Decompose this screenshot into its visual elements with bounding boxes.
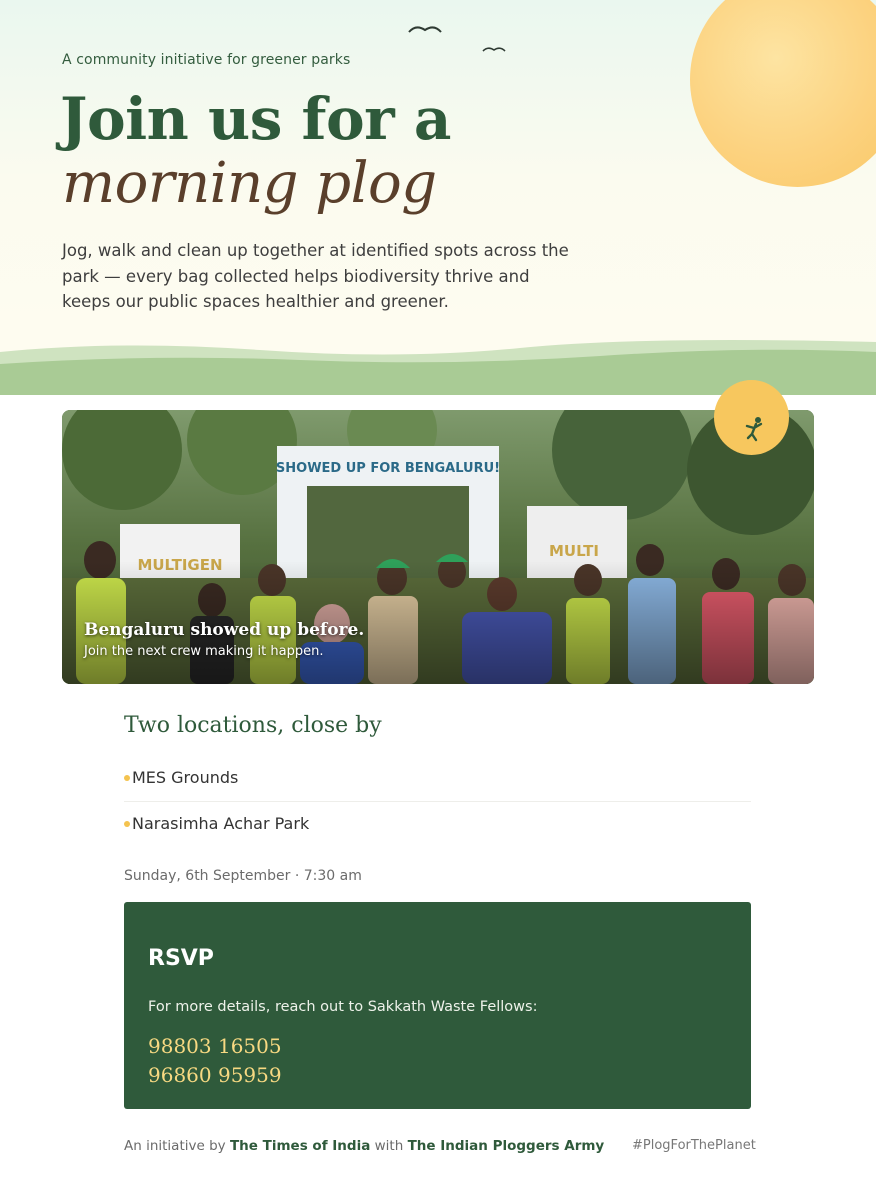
divider bbox=[124, 801, 751, 802]
photo-caption bbox=[84, 620, 364, 659]
phone-link[interactable]: 98803 16505 bbox=[148, 1034, 282, 1058]
footer-org-2: The Indian Ploggers Army bbox=[407, 1138, 605, 1154]
phone-link[interactable]: 96860 95959 bbox=[148, 1063, 282, 1087]
location-label: MES Grounds bbox=[132, 768, 239, 787]
rsvp-card bbox=[124, 902, 751, 1109]
footer-with: with bbox=[374, 1138, 404, 1154]
headline-line-1: Join us for a bbox=[60, 85, 452, 153]
rsvp-title: RSVP bbox=[148, 946, 214, 971]
photo-caption-sub: Join the next crew making it happen. bbox=[84, 644, 324, 659]
bullet-dot-icon bbox=[124, 821, 130, 827]
location-label: Narasimha Achar Park bbox=[132, 814, 310, 833]
bird-icon bbox=[407, 22, 443, 34]
location-item bbox=[124, 814, 751, 833]
event-datetime: Sunday, 6th September · 7:30 am bbox=[124, 868, 362, 884]
event-photo bbox=[62, 410, 814, 684]
rsvp-text: For more details, reach out to Sakkath Waste Fellows: bbox=[148, 999, 538, 1015]
headline-line-2: morning plog bbox=[62, 151, 437, 216]
sun-illustration bbox=[690, 0, 876, 187]
location-item bbox=[124, 768, 751, 787]
footer-credits bbox=[124, 1138, 604, 1154]
intro-text: Jog, walk and clean up together at identified spots across the park — every bag collected helps biodiversity thrive and keeps our public spaces healthier and greener. bbox=[62, 241, 569, 311]
photo-caption-title: Bengaluru showed up before. bbox=[84, 620, 365, 640]
tagline: A community initiative for greener parks bbox=[62, 52, 351, 68]
bird-icon bbox=[481, 44, 507, 53]
runner-badge bbox=[714, 380, 789, 455]
hashtag: #PlogForThePlanet bbox=[632, 1138, 756, 1153]
bullet-dot-icon bbox=[124, 775, 130, 781]
locations-title: Two locations, close by bbox=[124, 713, 382, 738]
footer-org-1: The Times of India bbox=[229, 1138, 371, 1154]
hero-section bbox=[0, 0, 876, 395]
footer-prefix: An initiative by bbox=[124, 1138, 226, 1154]
runner-icon bbox=[714, 380, 789, 455]
